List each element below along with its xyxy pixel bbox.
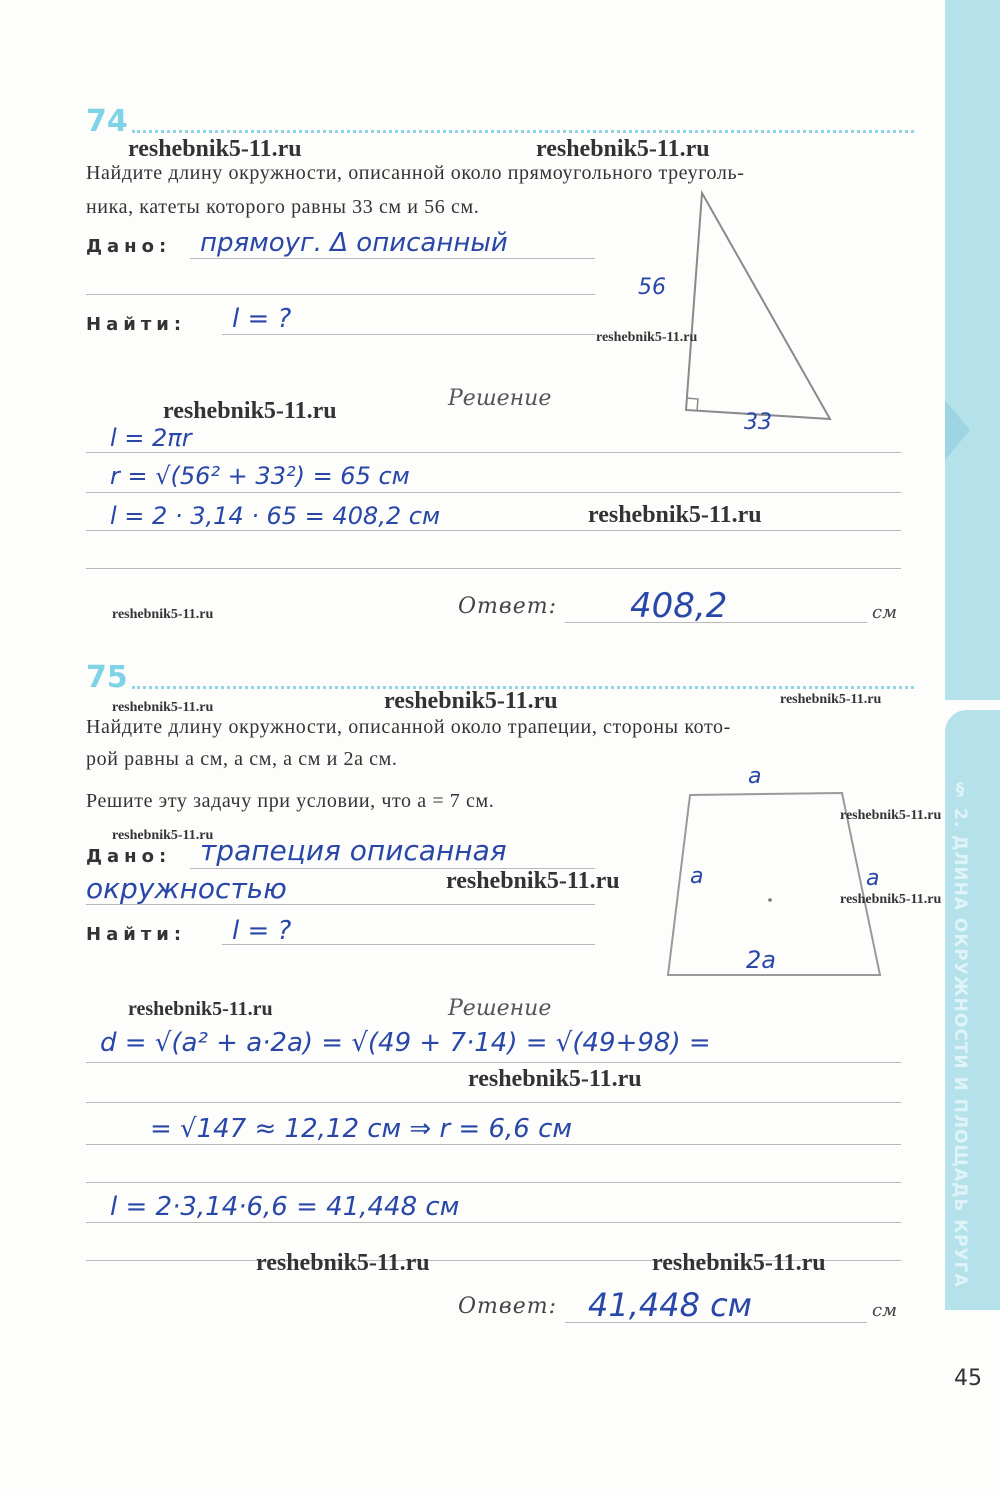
watermark: reshebnik5-11.ru — [446, 868, 620, 894]
problem-75-given-value-1: трапеция описанная — [200, 834, 507, 867]
solution-line — [86, 452, 901, 453]
solution-line — [86, 1182, 901, 1183]
problem-75-answer-value: 41,448 см — [588, 1286, 752, 1324]
page-number: 45 — [954, 1366, 982, 1391]
problem-74-dotted-rule — [132, 130, 914, 133]
watermark: reshebnik5-11.ru — [112, 700, 214, 715]
solution-line — [86, 1222, 901, 1223]
problem-74-text-line-2: ника, катеты которого равны 33 см и 56 см. — [86, 196, 480, 218]
watermark: reshebnik5-11.ru — [384, 688, 558, 714]
problem-75-text-line-1: Найдите длину окружности, описанной около трапеции, стороны кото- — [86, 716, 731, 738]
trapezoid-label-bottom: 2a — [746, 946, 776, 974]
problem-75-find-value: l = ? — [232, 916, 292, 946]
triangle-label-horizontal: 33 — [744, 410, 772, 435]
watermark: reshebnik5-11.ru — [840, 808, 942, 823]
triangle-shape — [686, 193, 830, 419]
watermark: reshebnik5-11.ru — [163, 398, 337, 424]
trapezoid-label-left: a — [690, 864, 704, 889]
answer-label: Ответ: — [458, 1294, 557, 1319]
chapter-tab-title: § 2. ДЛИНА ОКРУЖНОСТИ И ПЛОЩАДЬ КРУГА — [950, 780, 970, 1288]
find-line — [222, 944, 595, 945]
watermark: reshebnik5-11.ru — [128, 136, 302, 162]
watermark: reshebnik5-11.ru — [536, 136, 710, 162]
problem-74-solution-line-2: r = √(56² + 33²) = 65 см — [110, 462, 410, 490]
problem-74-find-value: l = ? — [232, 304, 292, 334]
answer-unit: см — [872, 1300, 898, 1321]
problem-74-text-line-1: Найдите длину окружности, описанной около прямоугольного треуголь- — [86, 162, 745, 184]
problem-74-given-value: прямоуг. Δ описанный — [200, 228, 508, 258]
answer-label: Ответ: — [458, 594, 557, 619]
given-line — [190, 258, 595, 259]
answer-line — [565, 1322, 867, 1323]
trapezoid-label-right: a — [866, 866, 880, 891]
given-label: Дано: — [86, 236, 172, 257]
problem-74-solution-line-1: l = 2πr — [110, 424, 192, 452]
triangle-label-vertical: 56 — [638, 275, 666, 300]
problem-74-answer-value: 408,2 — [630, 586, 728, 626]
watermark: reshebnik5-11.ru — [588, 502, 762, 528]
center-point — [768, 898, 772, 902]
watermark: reshebnik5-11.ru — [780, 692, 882, 707]
solution-line — [86, 492, 901, 493]
chapter-tab-top — [945, 0, 1000, 700]
problem-75-text-line-3: Решите эту задачу при условии, что a = 7 см. — [86, 790, 495, 812]
problem-75-solution-line-1: d = √(a² + a·2a) = √(49 + 7·14) = √(49+98) = — [100, 1028, 711, 1058]
answer-line — [565, 622, 867, 623]
solution-line — [86, 1144, 901, 1145]
solution-line — [86, 1062, 901, 1063]
problem-75-solution-line-3: l = 2·3,14·6,6 = 41,448 см — [110, 1192, 460, 1222]
watermark: reshebnik5-11.ru — [652, 1250, 826, 1276]
solution-heading: Решение — [448, 996, 552, 1021]
right-triangle-figure — [620, 185, 850, 445]
given-label: Дано: — [86, 846, 172, 867]
solution-line — [86, 530, 901, 531]
find-line — [222, 334, 595, 335]
problem-75-number: 75 — [86, 660, 128, 695]
watermark: reshebnik5-11.ru — [112, 828, 214, 843]
watermark: reshebnik5-11.ru — [468, 1066, 642, 1092]
problem-75-solution-line-2: = √147 ≈ 12,12 см ⇒ r = 6,6 см — [150, 1114, 573, 1144]
watermark: reshebnik5-11.ru — [596, 330, 698, 345]
watermark: reshebnik5-11.ru — [840, 892, 942, 907]
solution-heading: Решение — [448, 386, 552, 411]
given-line-2 — [86, 904, 595, 905]
watermark: reshebnik5-11.ru — [128, 998, 273, 1020]
solution-line — [86, 568, 901, 569]
solution-line — [86, 1102, 901, 1103]
trapezoid-label-top: a — [748, 764, 762, 789]
problem-74-solution-line-3: l = 2 · 3,14 · 65 = 408,2 см — [110, 502, 441, 530]
chapter-tab-arrow — [945, 400, 970, 460]
problem-75-text-line-2: рой равны a см, a см, a см и 2a см. — [86, 748, 398, 770]
find-label: Найти: — [86, 924, 187, 945]
right-angle-mark — [686, 398, 698, 411]
given-line-2 — [86, 294, 595, 295]
problem-75-given-value-2: окружностью — [86, 872, 287, 905]
find-label: Найти: — [86, 314, 187, 335]
watermark: reshebnik5-11.ru — [256, 1250, 430, 1276]
watermark: reshebnik5-11.ru — [112, 607, 214, 622]
answer-unit: см — [872, 602, 898, 623]
problem-74-number: 74 — [86, 104, 128, 139]
